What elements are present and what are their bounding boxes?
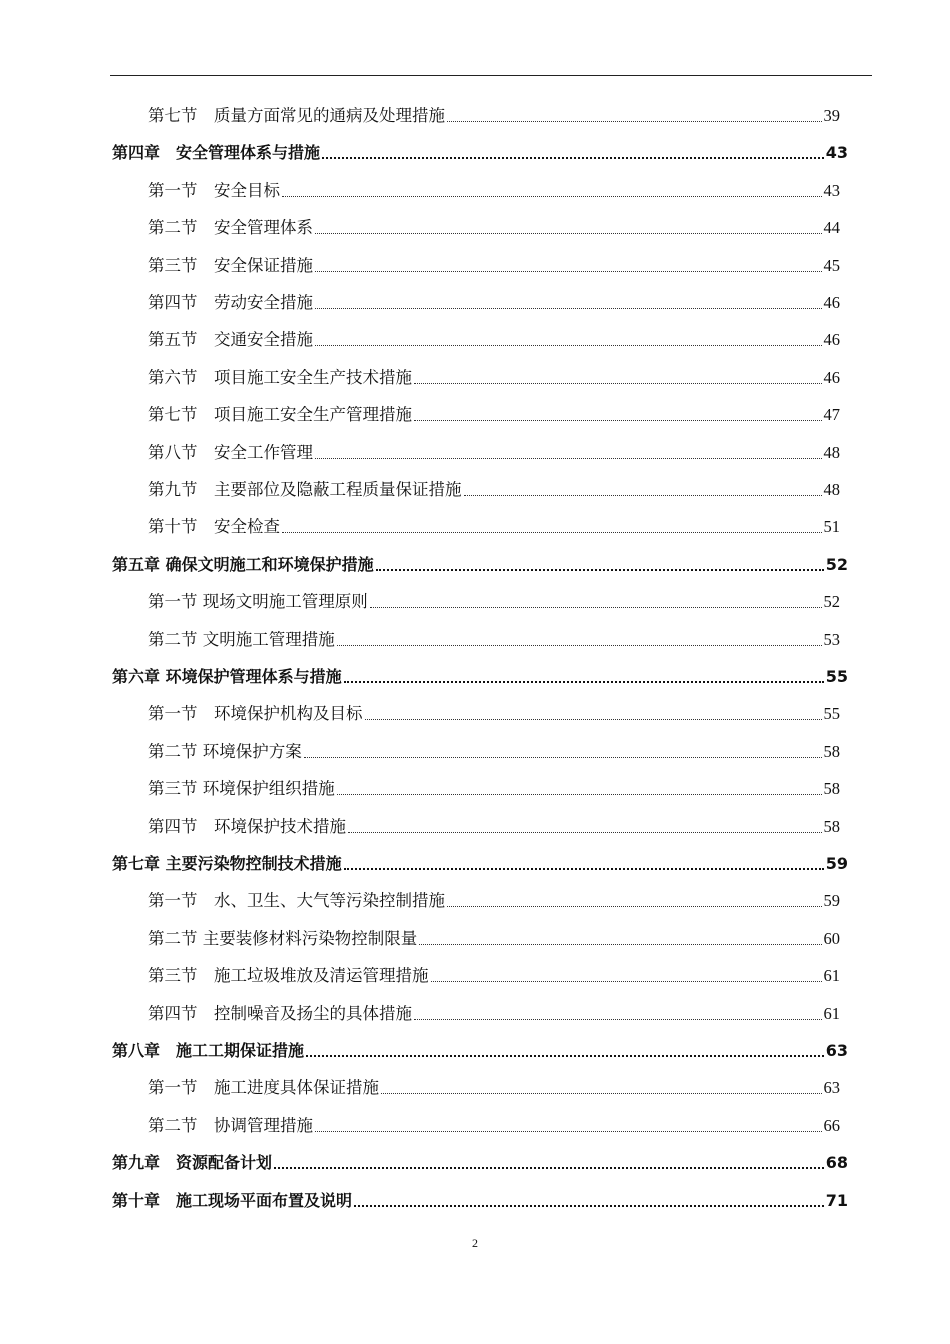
toc-entry-page: 52 [823, 592, 840, 612]
toc-section-entry[interactable] [148, 321, 840, 351]
toc-leader-dots [370, 607, 822, 608]
toc-entry-label: 第九章 资源配备计划 [112, 1153, 273, 1173]
toc-section-entry[interactable] [148, 882, 840, 912]
toc-entry-page: 51 [823, 517, 840, 537]
toc-leader-dots [315, 233, 822, 234]
toc-entry-label: 第八章 施工工期保证措施 [112, 1041, 305, 1060]
toc-section-entry[interactable] [148, 97, 840, 127]
toc-entry-label: 第十节 安全检查 [148, 517, 280, 537]
toc-entry-page: 68 [825, 1153, 848, 1173]
toc-section-entry[interactable] [148, 508, 840, 538]
toc-leader-dots [344, 868, 824, 870]
toc-entry-page: 61 [823, 1003, 840, 1023]
toc-leader-dots [447, 121, 822, 122]
toc-section-entry[interactable] [148, 471, 840, 501]
toc-entry-page: 66 [823, 1115, 840, 1135]
toc-entry-label: 第二节 文明施工管理措施 [148, 629, 335, 649]
toc-leader-dots [315, 271, 822, 272]
toc-leader-dots [337, 645, 822, 646]
toc-entry-page: 63 [825, 1041, 848, 1060]
toc-entry-page: 43 [825, 143, 848, 163]
toc-entry-page: 47 [823, 405, 840, 425]
toc-leader-dots [414, 1019, 822, 1020]
toc-entry-label: 第一节 环境保护机构及目标 [148, 704, 363, 724]
toc-section-entry[interactable] [148, 621, 840, 651]
toc-entry-label: 第二节 安全管理体系 [148, 218, 313, 238]
toc-chapter-entry[interactable] [112, 1144, 848, 1174]
toc-leader-dots [354, 1205, 824, 1207]
toc-entry-page: 58 [823, 779, 840, 799]
toc-section-entry[interactable] [148, 770, 840, 800]
toc-entry-label: 第四节 环境保护技术措施 [148, 816, 346, 836]
toc-leader-dots [315, 458, 822, 459]
toc-entry-page: 48 [823, 480, 840, 499]
toc-chapter-entry[interactable] [112, 1032, 848, 1062]
toc-section-entry[interactable] [148, 695, 840, 725]
toc-entry-label: 第五节 交通安全措施 [148, 330, 313, 350]
toc-leader-dots [344, 681, 824, 683]
toc-section-entry[interactable] [148, 359, 840, 389]
toc-section-entry[interactable] [148, 172, 840, 202]
toc-entry-label: 第三节 安全保证措施 [148, 255, 313, 275]
toc-entry-label: 第四节 控制噪音及扬尘的具体措施 [148, 1003, 412, 1023]
toc-entry-label: 第一节 安全目标 [148, 180, 280, 200]
toc-leader-dots [348, 832, 822, 833]
toc-chapter-entry[interactable] [112, 546, 848, 576]
toc-leader-dots [464, 495, 822, 496]
toc-entry-page: 55 [823, 704, 840, 724]
toc-chapter-entry[interactable] [112, 134, 848, 164]
toc-section-entry[interactable] [148, 808, 840, 838]
toc-entry-page: 46 [823, 293, 840, 312]
toc-section-entry[interactable] [148, 1107, 840, 1137]
toc-entry-page: 60 [823, 928, 840, 948]
toc-leader-dots [431, 981, 822, 982]
toc-leader-dots [282, 532, 822, 533]
toc-section-entry[interactable] [148, 434, 840, 464]
toc-entry-page: 52 [825, 554, 848, 574]
toc-entry-page: 59 [823, 891, 840, 911]
toc-entry-label: 第七章 主要污染物控制技术措施 [112, 854, 342, 873]
toc-section-entry[interactable] [148, 247, 840, 277]
toc-leader-dots [306, 1055, 824, 1057]
toc-entry-label: 第八节 安全工作管理 [148, 442, 313, 462]
toc-chapter-entry[interactable] [112, 1182, 848, 1212]
toc-entry-label: 第九节 主要部位及隐蔽工程质量保证措施 [148, 480, 462, 499]
toc-leader-dots [315, 308, 822, 309]
toc-section-entry[interactable] [148, 733, 840, 763]
toc-entry-label: 第三节 环境保护组织措施 [148, 779, 335, 799]
toc-entry-page: 44 [823, 218, 840, 238]
toc-leader-dots [337, 794, 822, 795]
toc-section-entry[interactable] [148, 957, 840, 987]
toc-entry-page: 63 [823, 1078, 840, 1098]
toc-leader-dots [419, 944, 821, 945]
toc-entry-page: 46 [823, 367, 840, 387]
toc-entry-page: 45 [823, 255, 840, 275]
toc-entry-label: 第一节 施工进度具体保证措施 [148, 1078, 379, 1098]
toc-entry-label: 第一节 水、卫生、大气等污染控制措施 [148, 891, 445, 911]
toc-entry-page: 39 [823, 106, 840, 125]
toc-entry-label: 第二节 环境保护方案 [148, 741, 302, 761]
toc-entry-page: 58 [823, 816, 840, 836]
page-number: 2 [472, 1236, 478, 1250]
toc-entry-page: 53 [823, 629, 840, 649]
toc-section-entry[interactable] [148, 995, 840, 1025]
toc-leader-dots [315, 345, 822, 346]
toc-entry-page: 61 [823, 966, 840, 986]
toc-leader-dots [447, 906, 822, 907]
toc-entry-page: 55 [825, 667, 848, 686]
toc-entry-page: 59 [825, 854, 848, 873]
toc-entry-label: 第四节 劳动安全措施 [148, 293, 313, 312]
toc-entry-label: 第二节 主要装修材料污染物控制限量 [148, 928, 418, 948]
toc-leader-dots [381, 1093, 822, 1094]
toc-leader-dots [365, 719, 822, 720]
toc-section-entry[interactable] [148, 583, 840, 613]
toc-entry-page: 58 [823, 741, 840, 761]
toc-entry-label: 第一节 现场文明施工管理原则 [148, 592, 368, 612]
toc-section-entry[interactable] [148, 920, 840, 950]
toc-leader-dots [282, 196, 822, 197]
toc-leader-dots [322, 157, 824, 159]
toc-entry-label: 第三节 施工垃圾堆放及清运管理措施 [148, 966, 429, 986]
toc-entry-label: 第二节 协调管理措施 [148, 1115, 313, 1135]
toc-entry-page: 71 [825, 1190, 848, 1210]
toc-leader-dots [414, 383, 822, 384]
toc-chapter-entry[interactable] [112, 845, 848, 875]
toc-entry-label: 第七节 项目施工安全生产管理措施 [148, 405, 412, 425]
toc-chapter-entry[interactable] [112, 658, 848, 688]
toc-entry-label: 第六章 环境保护管理体系与措施 [112, 667, 342, 686]
toc-leader-dots [414, 420, 822, 421]
toc-section-entry[interactable] [148, 284, 840, 314]
toc-section-entry[interactable] [148, 396, 840, 426]
toc-entry-label: 第六节 项目施工安全生产技术措施 [148, 367, 412, 387]
toc-leader-dots [274, 1167, 824, 1169]
toc-entry-label: 第十章 施工现场平面布置及说明 [112, 1190, 353, 1210]
header-rule [110, 75, 872, 76]
toc-section-entry[interactable] [148, 1069, 840, 1099]
toc-entry-label: 第七节 质量方面常见的通病及处理措施 [148, 106, 445, 125]
toc-entry-label: 第四章 安全管理体系与措施 [112, 143, 321, 163]
toc-entry-page: 46 [823, 330, 840, 350]
toc-section-entry[interactable] [148, 209, 840, 239]
toc-leader-dots [315, 1131, 822, 1132]
toc-leader-dots [376, 569, 824, 571]
toc-entry-label: 第五章 确保文明施工和环境保护措施 [112, 554, 374, 574]
toc-leader-dots [304, 757, 822, 758]
toc-entry-page: 48 [823, 442, 840, 462]
toc-entry-page: 43 [823, 180, 840, 200]
